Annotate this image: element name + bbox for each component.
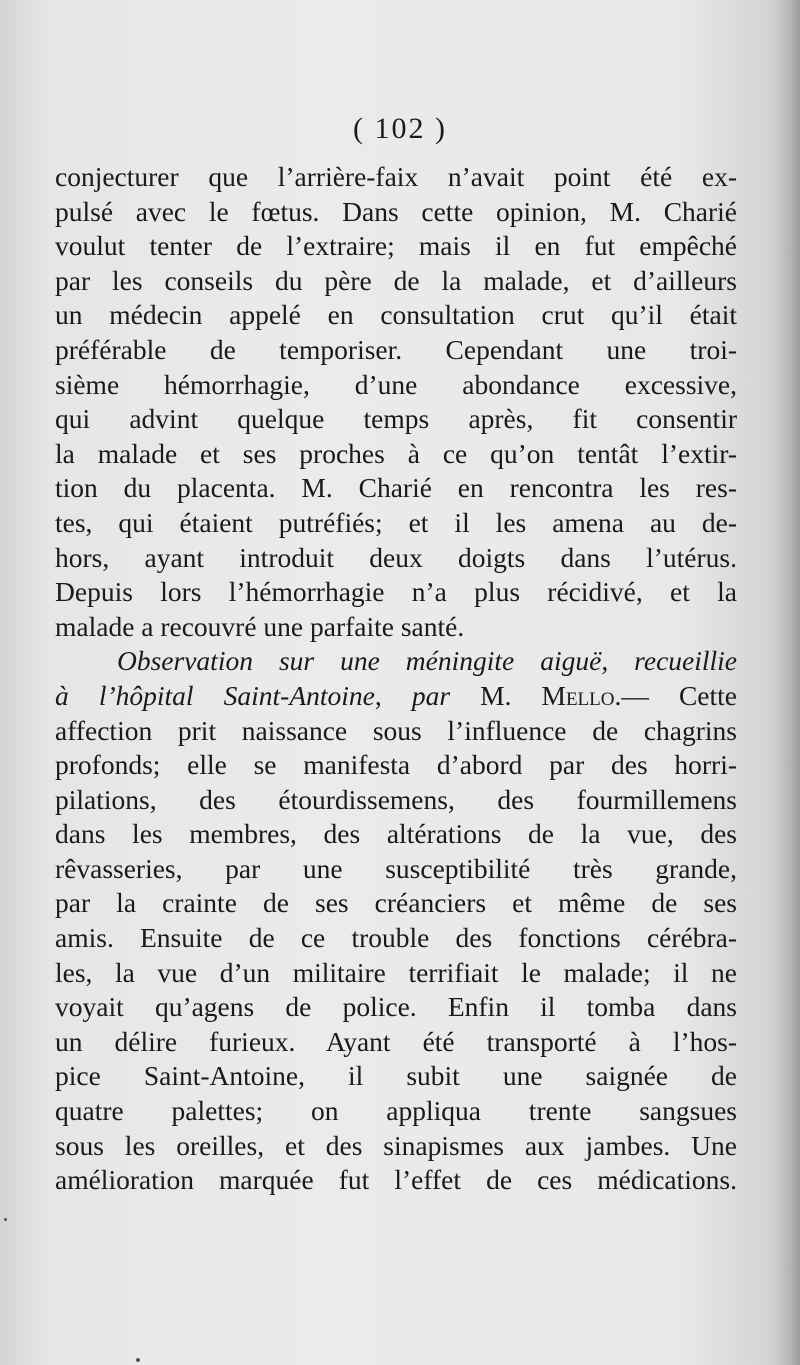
text-line: rêvasseries, par une susceptibilité très grande,: [55, 852, 737, 884]
text-line: sous les oreilles, et des sinapismes aux jambes. Une: [55, 1129, 737, 1161]
page-number: ( 102 ): [353, 112, 447, 145]
text-line: tion du placenta. M. Charié en rencontra les res-: [55, 472, 737, 504]
hospital-name: à l’hôpital Saint-Antoine: [55, 679, 375, 711]
paragraph-2: [55, 644, 737, 1198]
text-line: la malade et ses proches à ce qu’on tentât l’extir-: [55, 437, 737, 469]
text-line: malade a recouvré une parfaite santé.: [55, 610, 465, 642]
author-prefix: M.: [450, 679, 542, 711]
text-line: par la crainte de ses créanciers et même de ses: [55, 887, 737, 919]
text-line: voulut tenter de l’extraire; mais il en fut empêché: [55, 230, 737, 262]
text-line: affection prit naissance sous l’influence de chagrins: [55, 714, 737, 746]
text-line: dans les membres, des altérations de la vue, des: [55, 818, 737, 850]
text-line: les, la vue d’un militaire terrifiait le malade; il ne: [55, 956, 737, 988]
by-word: par: [411, 679, 451, 711]
text-line: pilations, des étourdissemens, des fourmillemens: [55, 783, 737, 815]
text-line: amélioration marquée fut l’effet de ces médications.: [55, 1164, 737, 1196]
text-line: conjecturer que l’arrière-faix n’avait point été ex-: [55, 161, 737, 192]
text-line: un délire furieux. Ayant été transporté à l’hos-: [55, 1025, 737, 1057]
text-line: quatre palettes; on appliqua trente sangsues: [55, 1095, 737, 1127]
text-line: amis. Ensuite de ce trouble des fonctions cérébra-: [55, 922, 737, 954]
paragraph-1: [55, 160, 737, 644]
paper-speck: [4, 1218, 7, 1221]
text-line: voyait qu’agens de police. Enfin il tomba dans: [55, 991, 737, 1023]
observation-title-line: [55, 679, 737, 714]
text-line: par les conseils du père de la malade, et d’ailleurs: [55, 264, 737, 296]
text-line: hors, ayant introduit deux doigts dans l’utérus.: [55, 541, 737, 573]
body-text: [55, 160, 737, 1198]
text-line: préférable de temporiser. Cependant une troi-: [55, 333, 737, 365]
author-name: Mello: [541, 679, 615, 711]
text-line: Depuis lors l’hémorrhagie n’a plus récidivé, et la: [55, 576, 737, 608]
text-line: profonds; elle se manifesta d’abord par des horri-: [55, 749, 737, 781]
text-line: tes, qui étaient putréfiés; et il les amena au de-: [55, 506, 737, 538]
text-fragment: .— Cette: [614, 679, 737, 711]
text-line: sième hémorrhagie, d’une abondance excessive,: [55, 368, 737, 400]
page-edge-shadow: [772, 0, 800, 1365]
text-line: qui advint quelque temps après, fit consentir: [55, 403, 737, 435]
text-line: pice Saint-Antoine, il subit une saignée de: [55, 1060, 737, 1092]
text-line: un médecin appelé en consultation crut qu’il était: [55, 299, 737, 331]
paper-speck: [136, 1358, 140, 1362]
observation-title-line: Observation sur une méningite aiguë, recueillie: [117, 645, 737, 677]
separator: ,: [374, 679, 412, 711]
text-line: pulsé avec le fœtus. Dans cette opinion, M. Charié: [55, 195, 737, 227]
